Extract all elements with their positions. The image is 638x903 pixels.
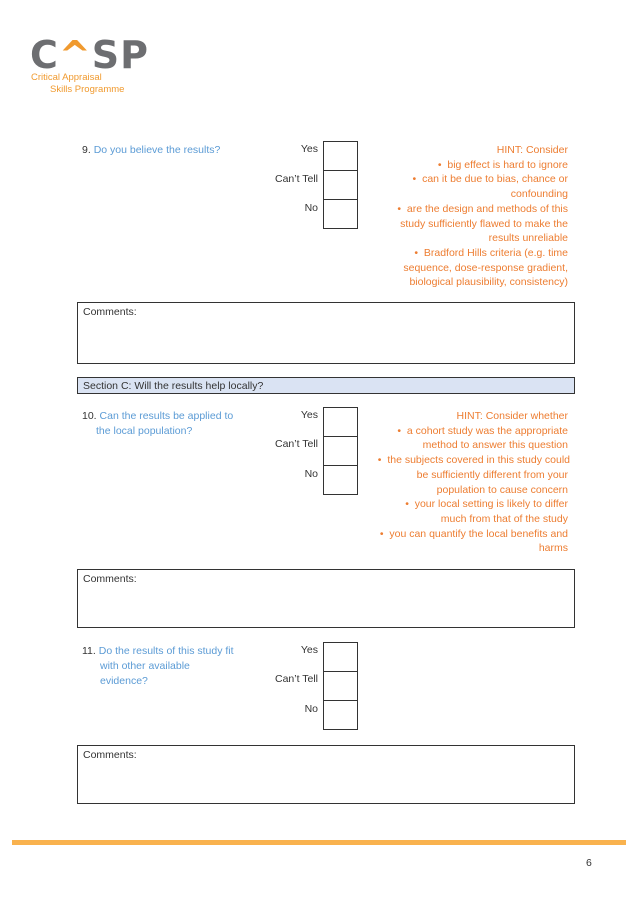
bullet-icon: • (377, 454, 388, 467)
hint-line: • your local setting is likely to differ (405, 498, 568, 511)
hint-line: • are the design and methods of this (397, 202, 568, 215)
hint-line: • big effect is hard to ignore (437, 158, 568, 171)
comments-label: Comments: (83, 306, 137, 318)
section-c-header: Section C: Will the results help locally? (77, 377, 575, 394)
question-number: 11. (82, 645, 96, 657)
hint-title: HINT: Consider whether (456, 410, 568, 422)
option-no-label: No (304, 202, 318, 214)
bullet-icon: • (397, 424, 407, 437)
question-text: Do you believe the results? (93, 144, 221, 156)
hint-line: harms (538, 542, 568, 555)
question-number: 10. (82, 410, 97, 422)
hint-line: method to answer this question (422, 439, 568, 452)
q11-cant-tell-checkbox[interactable] (323, 671, 358, 701)
bullet-icon: • (414, 246, 424, 259)
hint-line: be sufficiently different from your (416, 468, 568, 481)
hint-line: • you can quantify the local benefits and (379, 527, 568, 540)
bullet-icon: • (412, 173, 423, 186)
logo-subtitle-line1: Critical Appraisal (31, 72, 102, 83)
q11-comments-box[interactable] (77, 745, 575, 804)
question-text: with other available (100, 660, 190, 672)
option-no-label: No (304, 703, 318, 715)
hint-line: confounding (510, 188, 568, 201)
hint-line: much from that of the study (440, 512, 568, 525)
hint-title: HINT: Consider (496, 144, 568, 156)
option-yes-label: Yes (300, 143, 318, 155)
q10-comments-box[interactable] (77, 569, 575, 628)
hint-line: biological plausibility, consistency) (409, 276, 568, 289)
hint-line: population to cause concern (436, 483, 568, 496)
q10-yes-checkbox[interactable] (323, 407, 358, 437)
bullet-icon: • (379, 527, 390, 540)
footer-bar (12, 840, 626, 845)
bullet-icon: • (397, 202, 407, 215)
bullet-icon: • (437, 158, 448, 171)
q9-comments-box[interactable] (77, 302, 575, 364)
hint-line: • can it be due to bias, chance or (412, 173, 568, 186)
hint-line: • a cohort study was the appropriate (397, 424, 568, 437)
hint-line: results unreliable (488, 232, 568, 245)
question-text: the local population? (96, 425, 193, 437)
option-yes-label: Yes (300, 409, 318, 421)
q11-yes-checkbox[interactable] (323, 642, 358, 672)
bullet-icon: • (405, 498, 415, 511)
hint-line: study sufficiently flawed to make the (400, 217, 568, 230)
option-cant-tell-label: Can’t Tell (275, 673, 318, 685)
question-11 (82, 644, 262, 689)
question-10 (82, 409, 262, 439)
logo-caret: ^ (58, 33, 92, 77)
q9-no-checkbox[interactable] (323, 199, 358, 229)
question-9 (82, 143, 262, 158)
hint-line: sequence, dose-response gradient, (403, 261, 568, 274)
q9-hint (360, 143, 568, 290)
hint-line: • the subjects covered in this study could (377, 454, 570, 467)
page-number: 6 (586, 857, 592, 869)
q9-yes-checkbox[interactable] (323, 141, 358, 171)
logo-letters-sp: SP (91, 33, 149, 77)
option-cant-tell-label: Can’t Tell (275, 438, 318, 450)
hint-line: • Bradford Hills criteria (e.g. time (414, 246, 568, 259)
question-text: Do the results of this study fit (98, 645, 234, 657)
option-yes-label: Yes (300, 644, 318, 656)
csp-logo (30, 33, 149, 77)
q11-no-checkbox[interactable] (323, 700, 358, 730)
question-text: evidence? (100, 675, 148, 687)
option-no-label: No (304, 468, 318, 480)
comments-label: Comments: (83, 749, 137, 761)
option-cant-tell-label: Can’t Tell (275, 173, 318, 185)
question-text: Can the results be applied to (99, 410, 234, 422)
logo-subtitle-line2: Skills Programme (50, 84, 125, 95)
q10-cant-tell-checkbox[interactable] (323, 436, 358, 466)
q10-no-checkbox[interactable] (323, 465, 358, 495)
logo-letter-c: C (30, 33, 59, 77)
q9-cant-tell-checkbox[interactable] (323, 170, 358, 200)
comments-label: Comments: (83, 573, 137, 585)
question-number: 9. (82, 144, 91, 156)
q10-hint (360, 409, 568, 556)
